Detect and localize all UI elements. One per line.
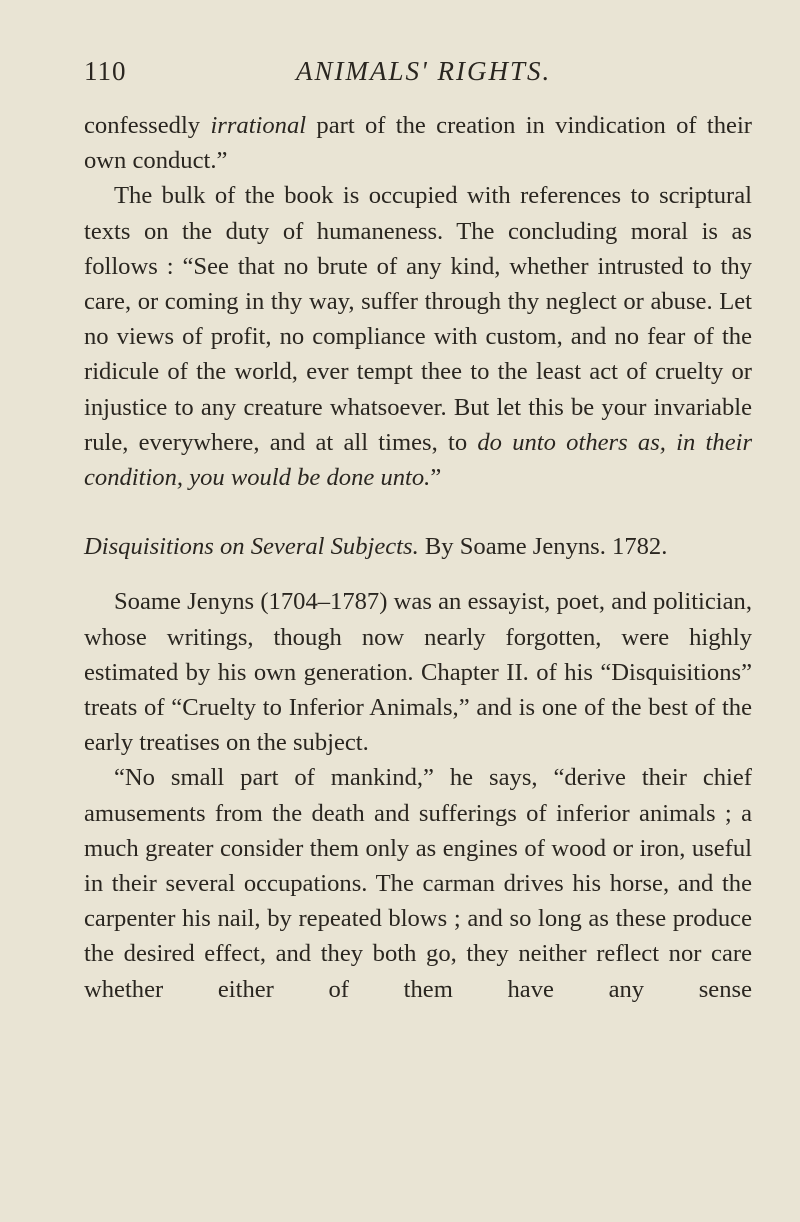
text-run: part of the creation in vindication of their own conduct.” bbox=[84, 112, 752, 175]
citation-title: Disquisitions on Several Subjects. bbox=[84, 533, 419, 561]
page-header bbox=[84, 56, 740, 92]
citation bbox=[84, 529, 752, 564]
text-run: confessedly bbox=[84, 112, 211, 139]
running-title: ANIMALS' RIGHTS. bbox=[296, 56, 552, 86]
text-run: Soame Jenyns (1704–1787) was an essayist, poet, and politician, whose writings, though now nearly forgotten, were highly estimated by his own generation. Chapter II. of his “Disquisitions” treats of “Cruelty to Inferior Animals,” and is one of the best of the early treatises on the subject. bbox=[84, 588, 752, 757]
paragraph-book-summary bbox=[84, 178, 752, 495]
paragraph-quotation bbox=[84, 760, 752, 1006]
italic-text: do unto others as, in their condition, you would be done unto. bbox=[84, 428, 753, 492]
text-run: The bulk of the book is occupied with references to scriptural texts on the duty of humaneness. The concluding moral is as follows : “See that no brute of any kind, whether intrusted to thy care, or coming in thy way, suffer through thy neglect or abuse. Let no views of profit, no compliance with custom, and no fear of the ridicule of the world, ever tempt thee to the least act of cruelty or injustice to any creature whatsoever. But let this be your invariable rule, everywhere, and at all times, to bbox=[84, 182, 752, 456]
italic-text: irrational bbox=[210, 112, 307, 139]
text-run: ” bbox=[430, 464, 442, 492]
text-run: “No small part of mankind,” he says, “derive their chief amusements from the death and sufferings of inferior animals ; a much greater consider them only as engines of wood or iron, useful in their several occupations. The carman drives his horse, and the carpenter his nail, by repeated blows ; and so long as these produce the desired effect, and they both go, they neither reflect nor care whether either of them have any sense bbox=[84, 764, 752, 1003]
body-text bbox=[84, 108, 752, 1007]
citation-author: By Soame Jenyns. 1782. bbox=[418, 533, 668, 561]
page-number: 110 bbox=[84, 56, 127, 86]
paragraph-continuation bbox=[84, 108, 752, 178]
paragraph-author-bio bbox=[84, 584, 752, 760]
